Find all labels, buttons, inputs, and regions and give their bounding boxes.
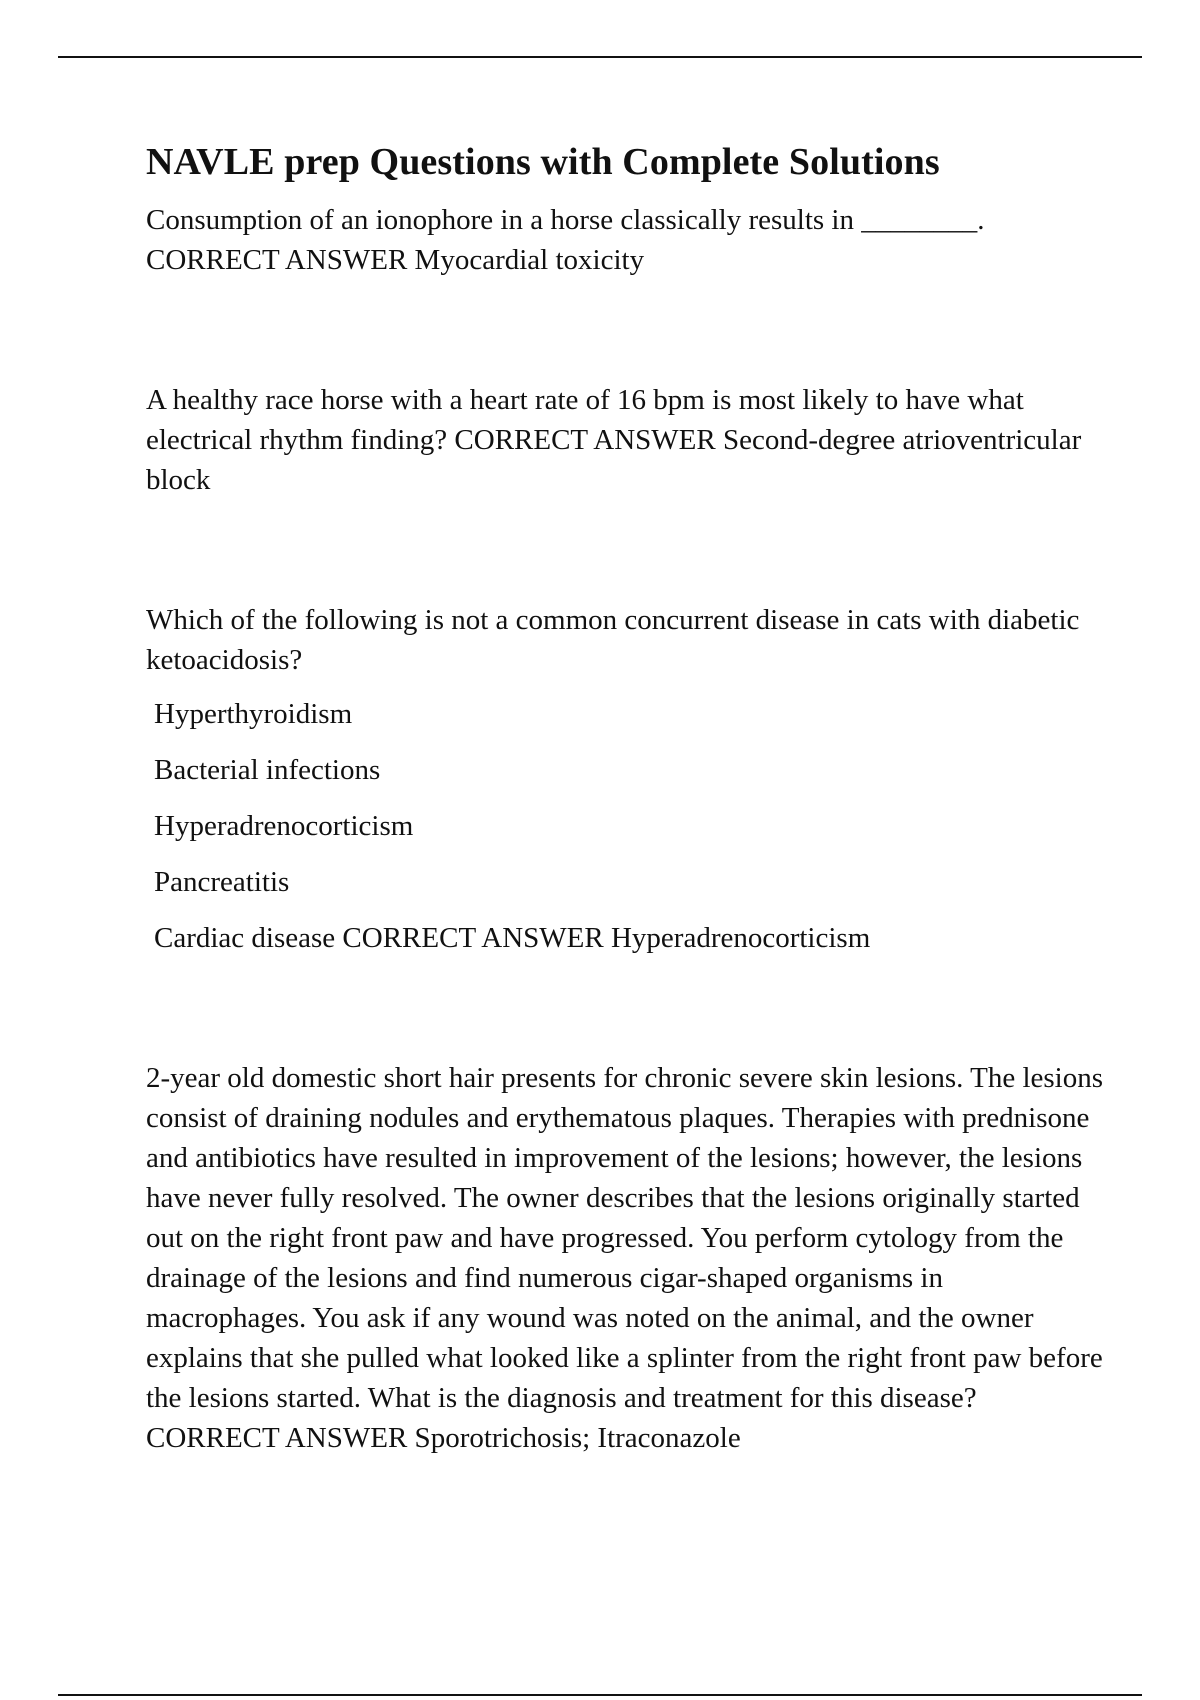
document-body <box>146 140 1106 1458</box>
question-2 <box>146 380 1106 500</box>
question-text: Consumption of an ionophore in a horse classically results in ________. CORRECT ANSWER Myocardial toxicity <box>146 203 985 276</box>
question-1 <box>146 200 1106 280</box>
answer-option: Bacterial infections <box>154 753 381 786</box>
question-text: A healthy race horse with a heart rate of 16 bpm is most likely to have what electrical rhythm finding? CORRECT ANSWER Second-degree atrioventricular block <box>146 383 1082 496</box>
question-text: 2-year old domestic short hair presents for chronic severe skin lesions. The lesions consist of draining nodules and erythematous plaques. Therapies with prednisone and antibiotics have resulted in improvement of the lesions; however, the lesions have never fully resolved. The owner describes that the lesions originally started out on the right front paw and have progressed. You perform cytology from the drainage of the lesions and find numerous cigar-shaped organisms in macrophages. You ask if any wound was noted on the animal, and the owner explains that she pulled what looked like a splinter from the right front paw before the lesions started. What is the diagnosis and treatment for this disease? CORRECT ANSWER Sporotrichosis; Itraconazole <box>146 1061 1104 1454</box>
question-4 <box>146 1058 1106 1458</box>
answer-options <box>146 694 1106 958</box>
answer-option: Hyperadrenocorticism <box>154 809 414 842</box>
answer-option: Cardiac disease CORRECT ANSWER Hyperadrenocorticism <box>154 921 871 954</box>
document-title: NAVLE prep Questions with Complete Solutions <box>146 141 940 183</box>
answer-option: Hyperthyroidism <box>154 697 353 730</box>
question-text: Which of the following is not a common concurrent disease in cats with diabetic ketoacidosis? <box>146 603 1080 676</box>
question-3 <box>146 600 1106 958</box>
bottom-rule <box>58 1694 1142 1696</box>
top-rule <box>58 56 1142 58</box>
answer-option: Pancreatitis <box>154 865 290 898</box>
